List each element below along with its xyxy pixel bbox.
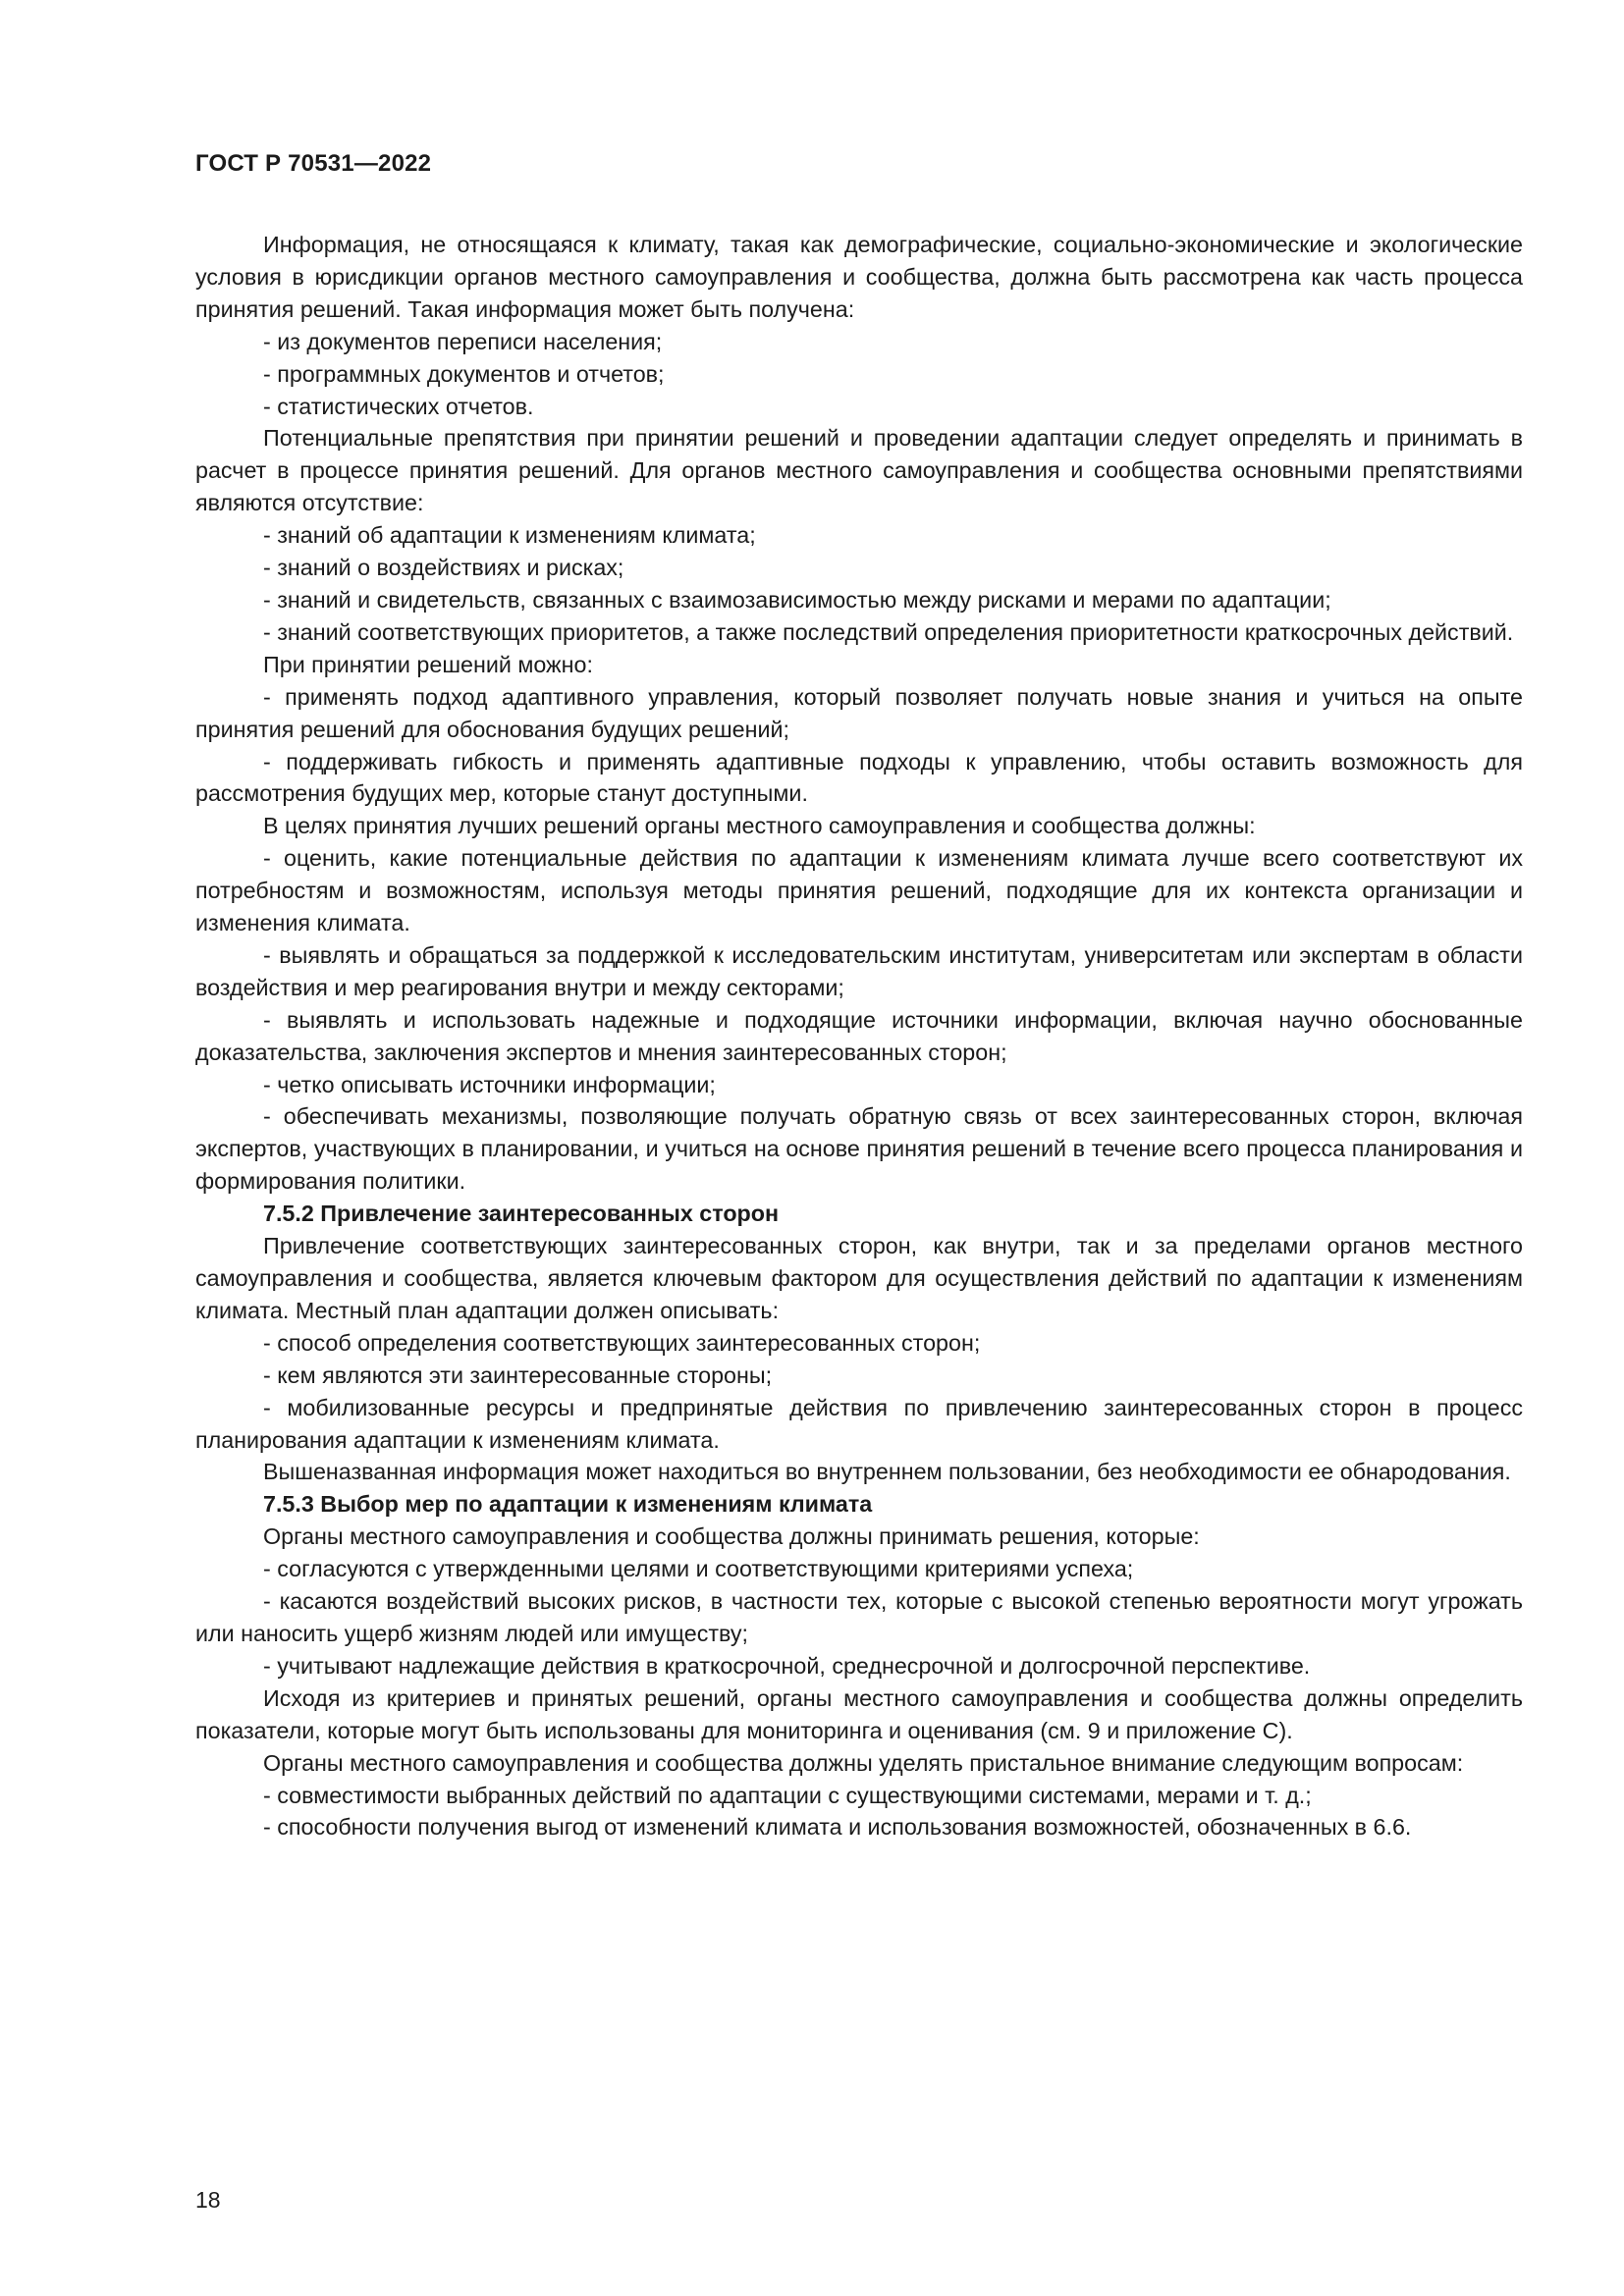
list-item: - способ определения соответствующих заинтересованных сторон; bbox=[263, 1329, 981, 1356]
document-body bbox=[195, 229, 1523, 1843]
list-item: - кем являются эти заинтересованные стороны; bbox=[263, 1362, 773, 1388]
section-heading: 7.5.2 Привлечение заинтересованных сторон bbox=[263, 1201, 780, 1227]
list-item: - совместимости выбранных действий по адаптации с существующими системами, мерами и т. д.; bbox=[263, 1782, 1312, 1808]
paragraph: Привлечение соответствующих заинтересованных сторон, как внутри, так и за пределами органов местного самоуправления и сообщества, является ключевым фактором для осуществления действий по адаптации к изменениям климата. Местный план адаптации должен описывать: bbox=[195, 1233, 1523, 1323]
section-heading: 7.5.3 Выбор мер по адаптации к изменениям климата bbox=[263, 1491, 873, 1518]
list-item: - четко описывать источники информации; bbox=[263, 1071, 716, 1097]
list-item: - оценить, какие потенциальные действия по адаптации к изменениям климата лучше всего соответствуют их потребностям и возможностям, используя методы принятия решений, подходящие для их контекста организации и изменения климата. bbox=[195, 845, 1523, 936]
list-item: - знаний об адаптации к изменениям климата; bbox=[263, 522, 756, 549]
paragraph: При принятии решений можно: bbox=[263, 651, 593, 677]
list-item: - применять подход адаптивного управления, который позволяет получать новые знания и учиться на опыте принятия решений для обоснования будущих решений; bbox=[195, 683, 1523, 742]
list-item: - учитывают надлежащие действия в краткосрочной, среднесрочной и долгосрочной перспективе. bbox=[263, 1652, 1311, 1679]
list-item: - программных документов и отчетов; bbox=[263, 360, 665, 387]
list-item: - касаются воздействий высоких рисков, в частности тех, которые с высокой степенью вероятности могут угрожать или наносить ущерб жизням людей или имуществу; bbox=[195, 1588, 1523, 1646]
document-code-header: ГОСТ Р 70531—2022 bbox=[195, 150, 432, 177]
page-number: 18 bbox=[195, 2187, 221, 2213]
list-item: - статистических отчетов. bbox=[263, 393, 534, 419]
list-item: - обеспечивать механизмы, позволяющие получать обратную связь от всех заинтересованных сторон, включая экспертов, участвующих в планировании, и учиться на основе принятия решений в течение всего процесса планирования и формирования политики. bbox=[195, 1103, 1523, 1195]
list-item: - знаний и свидетельств, связанных с взаимозависимостью между рисками и мерами по адаптации; bbox=[263, 586, 1331, 613]
list-item: - мобилизованные ресурсы и предпринятые действия по привлечению заинтересованных сторон в процесс планирования адаптации к изменениям климата. bbox=[195, 1394, 1523, 1453]
list-item: - согласуются с утвержденными целями и соответствующими критериями успеха; bbox=[263, 1556, 1134, 1582]
paragraph: Потенциальные препятствия при принятии решений и проведении адаптации следует определять и принимать в расчет в процессе принятия решений. Для органов местного самоуправления и сообщества основными препятствиями являются отсутствие: bbox=[195, 425, 1523, 516]
list-item: - выявлять и использовать надежные и подходящие источники информации, включая научно обоснованные доказательства, заключения экспертов и мнения заинтересованных сторон; bbox=[195, 1006, 1523, 1065]
list-item: - поддерживать гибкость и применять адаптивные подходы к управлению, чтобы оставить возможность для рассмотрения будущих мер, которые станут доступными. bbox=[195, 748, 1523, 807]
list-item: - знаний соответствующих приоритетов, а также последствий определения приоритетности краткосрочных действий. bbox=[263, 618, 1514, 645]
list-item: - из документов переписи населения; bbox=[263, 328, 663, 354]
list-item: - выявлять и обращаться за поддержкой к исследовательским институтам, университетам или экспертам в области воздействия и мер реагирования внутри и между секторами; bbox=[195, 941, 1523, 1000]
paragraph: Информация, не относящаяся к климату, такая как демографические, социально-экономические и экологические условия в юрисдикции органов местного самоуправления и сообщества, должна быть рассмотрена как часть процесса принятия решений. Такая информация может быть получена: bbox=[195, 232, 1523, 322]
paragraph: Исходя из критериев и принятых решений, органы местного самоуправления и сообщества должны определить показатели, которые могут быть использованы для мониторинга и оценивания (см. 9 и приложение С). bbox=[195, 1684, 1523, 1743]
paragraph: Органы местного самоуправления и сообщества должны уделять пристальное внимание следующим вопросам: bbox=[263, 1749, 1464, 1776]
paragraph: Органы местного самоуправления и сообщества должны принимать решения, которые: bbox=[263, 1523, 1200, 1550]
list-item: - способности получения выгод от изменений климата и использования возможностей, обозначенных в 6.6. bbox=[263, 1814, 1412, 1841]
list-item: - знаний о воздействиях и рисках; bbox=[263, 555, 624, 581]
paragraph: Вышеназванная информация может находиться во внутреннем пользовании, без необходимости ее обнародования. bbox=[263, 1459, 1511, 1485]
paragraph: В целях принятия лучших решений органы местного самоуправления и сообщества должны: bbox=[263, 813, 1256, 839]
